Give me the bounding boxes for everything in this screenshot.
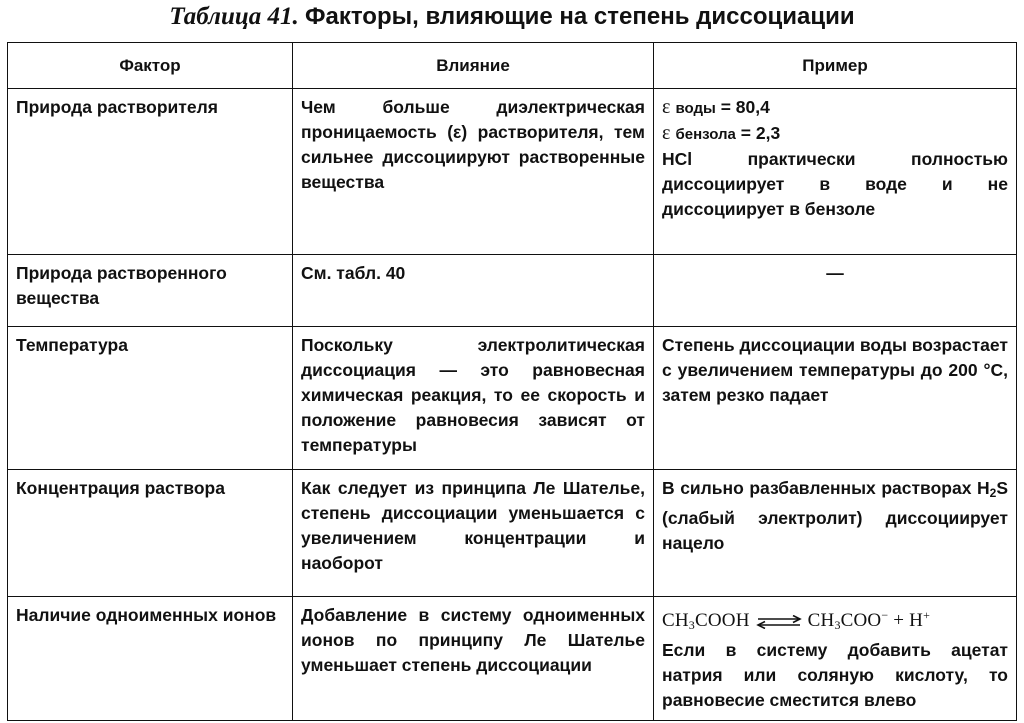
equilibrium-arrow-icon (756, 615, 802, 629)
eps-benzene-symbol: ε (662, 122, 671, 144)
eq-right-h-charge: + (923, 608, 931, 622)
eps-water-value: = 80,4 (720, 97, 770, 117)
eq-left-subscript: 3 (688, 618, 695, 632)
table-heading: Факторы, влияющие на степень диссоциации (305, 3, 855, 30)
factor-cell: Температура (8, 327, 293, 470)
table-row (8, 597, 1017, 721)
table-row (8, 470, 1017, 597)
example-cell (654, 89, 1017, 255)
eq-right-plus-h: + H (888, 610, 924, 631)
eps-water-symbol: ε (662, 96, 671, 118)
factor-cell: Концентрация раствора (8, 470, 293, 597)
table-row (8, 89, 1017, 255)
factor-cell: Природа растворителя (8, 89, 293, 255)
effect-cell: См. табл. 40 (293, 255, 654, 327)
example-cell: Степень диссоциации воды возрастает с увеличением температуры до 200 °С, затем резко падает (654, 327, 1017, 470)
eps-water-name: воды (675, 100, 716, 117)
effect-cell: Добавление в систему одноименных ионов по принципу Ле Шателье уменьшает степень диссоциации (293, 597, 654, 721)
eps-water-line (662, 95, 1008, 121)
header-example: Пример (654, 43, 1017, 89)
h2s-subscript: 2 (989, 486, 997, 500)
eq-right-subscript: 3 (834, 618, 841, 632)
h2s-text-after: S (слабый электролит) диссоциирует нацело (662, 478, 1008, 553)
h2s-text-before: В сильно разбавленных растворах H (662, 478, 990, 498)
dissociation-factors-table (7, 42, 1017, 721)
table-row (8, 327, 1017, 470)
header-factor: Фактор (8, 43, 293, 89)
effect-cell: Поскольку электролитическая диссоциация — это равновесная химическая реакция, то ее скорость и положение равновесия зависят от температуры (293, 327, 654, 470)
factor-cell: Природа растворенного вещества (8, 255, 293, 327)
eps-benzene-name: бензола (675, 126, 736, 143)
eq-left-cooh: COOH (695, 610, 750, 631)
example-cell (654, 597, 1017, 721)
eps-benzene-value: = 2,3 (740, 123, 781, 143)
example-cell (654, 470, 1017, 597)
acetic-acid-equation (662, 603, 1008, 638)
eq-right-ch: CH (807, 610, 835, 631)
eps-benzene-line (662, 121, 1008, 147)
acetate-example-text: Если в систему добавить ацетат натрия или соляную кислоту, то равновесие сместится влево (662, 640, 1008, 710)
effect-cell: Как следует из принципа Ле Шателье, степень диссоциации уменьшается с увеличением концентрации и наоборот (293, 470, 654, 597)
hcl-example-text: HCl практически полностью диссоциирует в воде и не диссоциирует в бензоле (662, 149, 1008, 219)
eq-left-ch: CH (662, 610, 689, 631)
header-row (8, 43, 1017, 89)
example-cell: — (654, 255, 1017, 327)
effect-cell: Чем больше диэлектрическая проницаемость (ε) растворителя, тем сильнее диссоциируют растворенные вещества (293, 89, 654, 255)
table-row (8, 255, 1017, 327)
factor-cell: Наличие одноименных ионов (8, 597, 293, 721)
eq-right-charge: − (881, 608, 889, 622)
table-number: Таблица 41. (169, 3, 299, 30)
eq-right-coo: COO (840, 610, 882, 631)
table-title (0, 2, 1024, 32)
header-effect: Влияние (293, 43, 654, 89)
